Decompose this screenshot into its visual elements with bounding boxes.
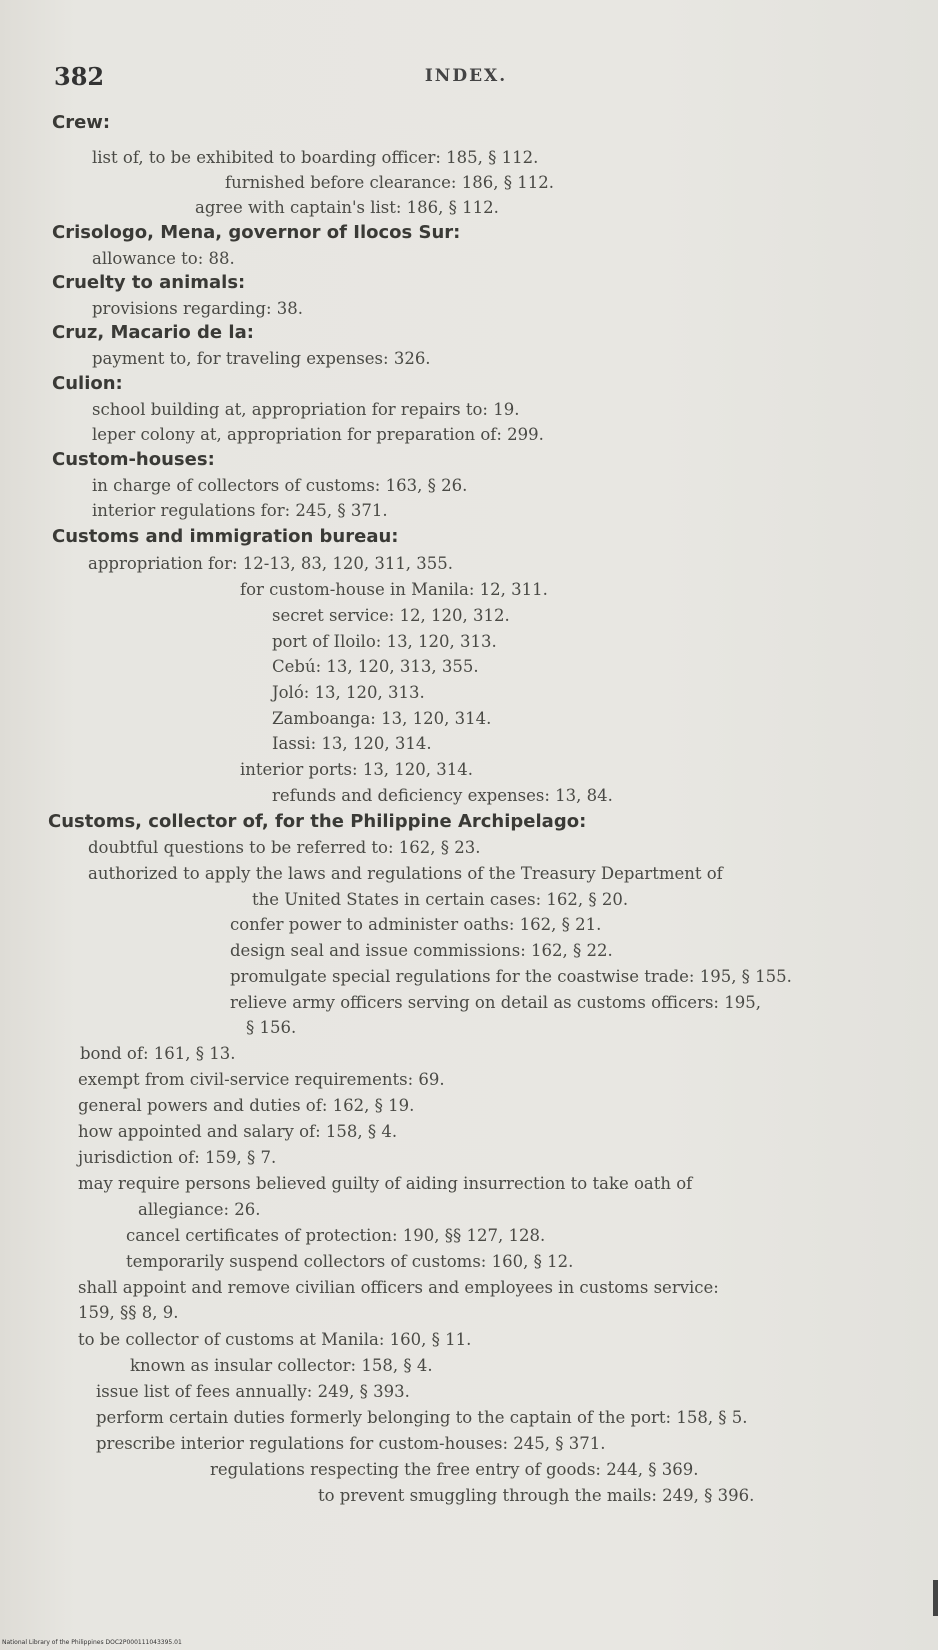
index-line: known as insular collector: 158, § 4. xyxy=(130,1356,433,1375)
index-line: cancel certificates of protection: 190, §§ 127, 128. xyxy=(126,1226,546,1245)
index-line: bond of: 161, § 13. xyxy=(80,1044,236,1063)
index-line: provisions regarding: 38. xyxy=(92,299,304,318)
index-line: relieve army officers serving on detail as customs officers: 195, xyxy=(230,993,761,1012)
index-line: payment to, for traveling expenses: 326. xyxy=(92,349,431,368)
index-line: exempt from civil-service requirements: 69. xyxy=(78,1070,445,1089)
index-line: confer power to administer oaths: 162, § 21. xyxy=(230,915,602,934)
index-line: appropriation for: 12-13, 83, 120, 311, 355. xyxy=(88,554,454,573)
page-edge-mark xyxy=(933,1580,938,1616)
index-line: to be collector of customs at Manila: 160, § 11. xyxy=(78,1330,472,1349)
index-line: Iassi: 13, 120, 314. xyxy=(272,734,432,753)
index-line: interior ports: 13, 120, 314. xyxy=(240,760,474,779)
index-line: allowance to: 88. xyxy=(92,249,235,268)
index-line: interior regulations for: 245, § 371. xyxy=(92,501,388,520)
index-line: 159, §§ 8, 9. xyxy=(78,1303,179,1322)
index-line: secret service: 12, 120, 312. xyxy=(272,606,510,625)
index-line: in charge of collectors of customs: 163, § 26. xyxy=(92,476,468,495)
index-line: general powers and duties of: 162, § 19. xyxy=(78,1096,415,1115)
index-line: issue list of fees annually: 249, § 393. xyxy=(96,1382,410,1401)
index-line: school building at, appropriation for repairs to: 19. xyxy=(92,400,520,419)
index-line: list of, to be exhibited to boarding officer: 185, § 112. xyxy=(92,148,539,167)
index-line: regulations respecting the free entry of goods: 244, § 369. xyxy=(210,1460,699,1479)
index-line: Customs, collector of, for the Philippine Archipelago: xyxy=(48,811,587,832)
page-number: 382 xyxy=(54,62,105,91)
index-line: Custom-houses: xyxy=(52,449,215,470)
index-line: Cebú: 13, 120, 313, 355. xyxy=(272,657,479,676)
index-line: allegiance: 26. xyxy=(138,1200,261,1219)
index-line: Crew: xyxy=(52,112,111,133)
index-line: shall appoint and remove civilian officers and employees in customs service: xyxy=(78,1278,719,1297)
index-line: Cruz, Macario de la: xyxy=(52,322,254,343)
index-line: may require persons believed guilty of aiding insurrection to take oath of xyxy=(78,1174,693,1193)
digitization-footer: National Library of the Philippines DOC2P000111043395.01 xyxy=(2,1639,182,1646)
index-line: to prevent smuggling through the mails: 249, § 396. xyxy=(318,1486,755,1505)
index-line: doubtful questions to be referred to: 162, § 23. xyxy=(88,838,481,857)
index-line: the United States in certain cases: 162, § 20. xyxy=(252,890,629,909)
index-line: Customs and immigration bureau: xyxy=(52,526,399,547)
index-line: how appointed and salary of: 158, § 4. xyxy=(78,1122,398,1141)
index-line: jurisdiction of: 159, § 7. xyxy=(78,1148,277,1167)
index-line: agree with captain's list: 186, § 112. xyxy=(195,198,499,217)
index-line: Cruelty to animals: xyxy=(52,272,246,293)
index-line: refunds and deficiency expenses: 13, 84. xyxy=(272,786,613,805)
index-line: for custom-house in Manila: 12, 311. xyxy=(240,580,548,599)
index-line: promulgate special regulations for the coastwise trade: 195, § 155. xyxy=(230,967,792,986)
running-head: INDEX. xyxy=(424,66,508,86)
index-line: prescribe interior regulations for custom-houses: 245, § 371. xyxy=(96,1434,606,1453)
index-line: design seal and issue commissions: 162, § 22. xyxy=(230,941,613,960)
index-line: § 156. xyxy=(246,1018,297,1037)
page-header xyxy=(54,62,878,92)
index-line: Zamboanga: 13, 120, 314. xyxy=(272,709,492,728)
index-line: leper colony at, appropriation for preparation of: 299. xyxy=(92,425,544,444)
index-line: furnished before clearance: 186, § 112. xyxy=(225,173,554,192)
index-line: authorized to apply the laws and regulations of the Treasury Department of xyxy=(88,864,723,883)
index-line: Crisologo, Mena, governor of Ilocos Sur: xyxy=(52,222,461,243)
index-line: port of Iloilo: 13, 120, 313. xyxy=(272,632,497,651)
index-line: temporarily suspend collectors of customs: 160, § 12. xyxy=(126,1252,574,1271)
index-line: Joló: 13, 120, 313. xyxy=(272,683,425,702)
index-line: perform certain duties formerly belonging to the captain of the port: 158, § 5. xyxy=(96,1408,748,1427)
index-line: Culion: xyxy=(52,373,123,394)
